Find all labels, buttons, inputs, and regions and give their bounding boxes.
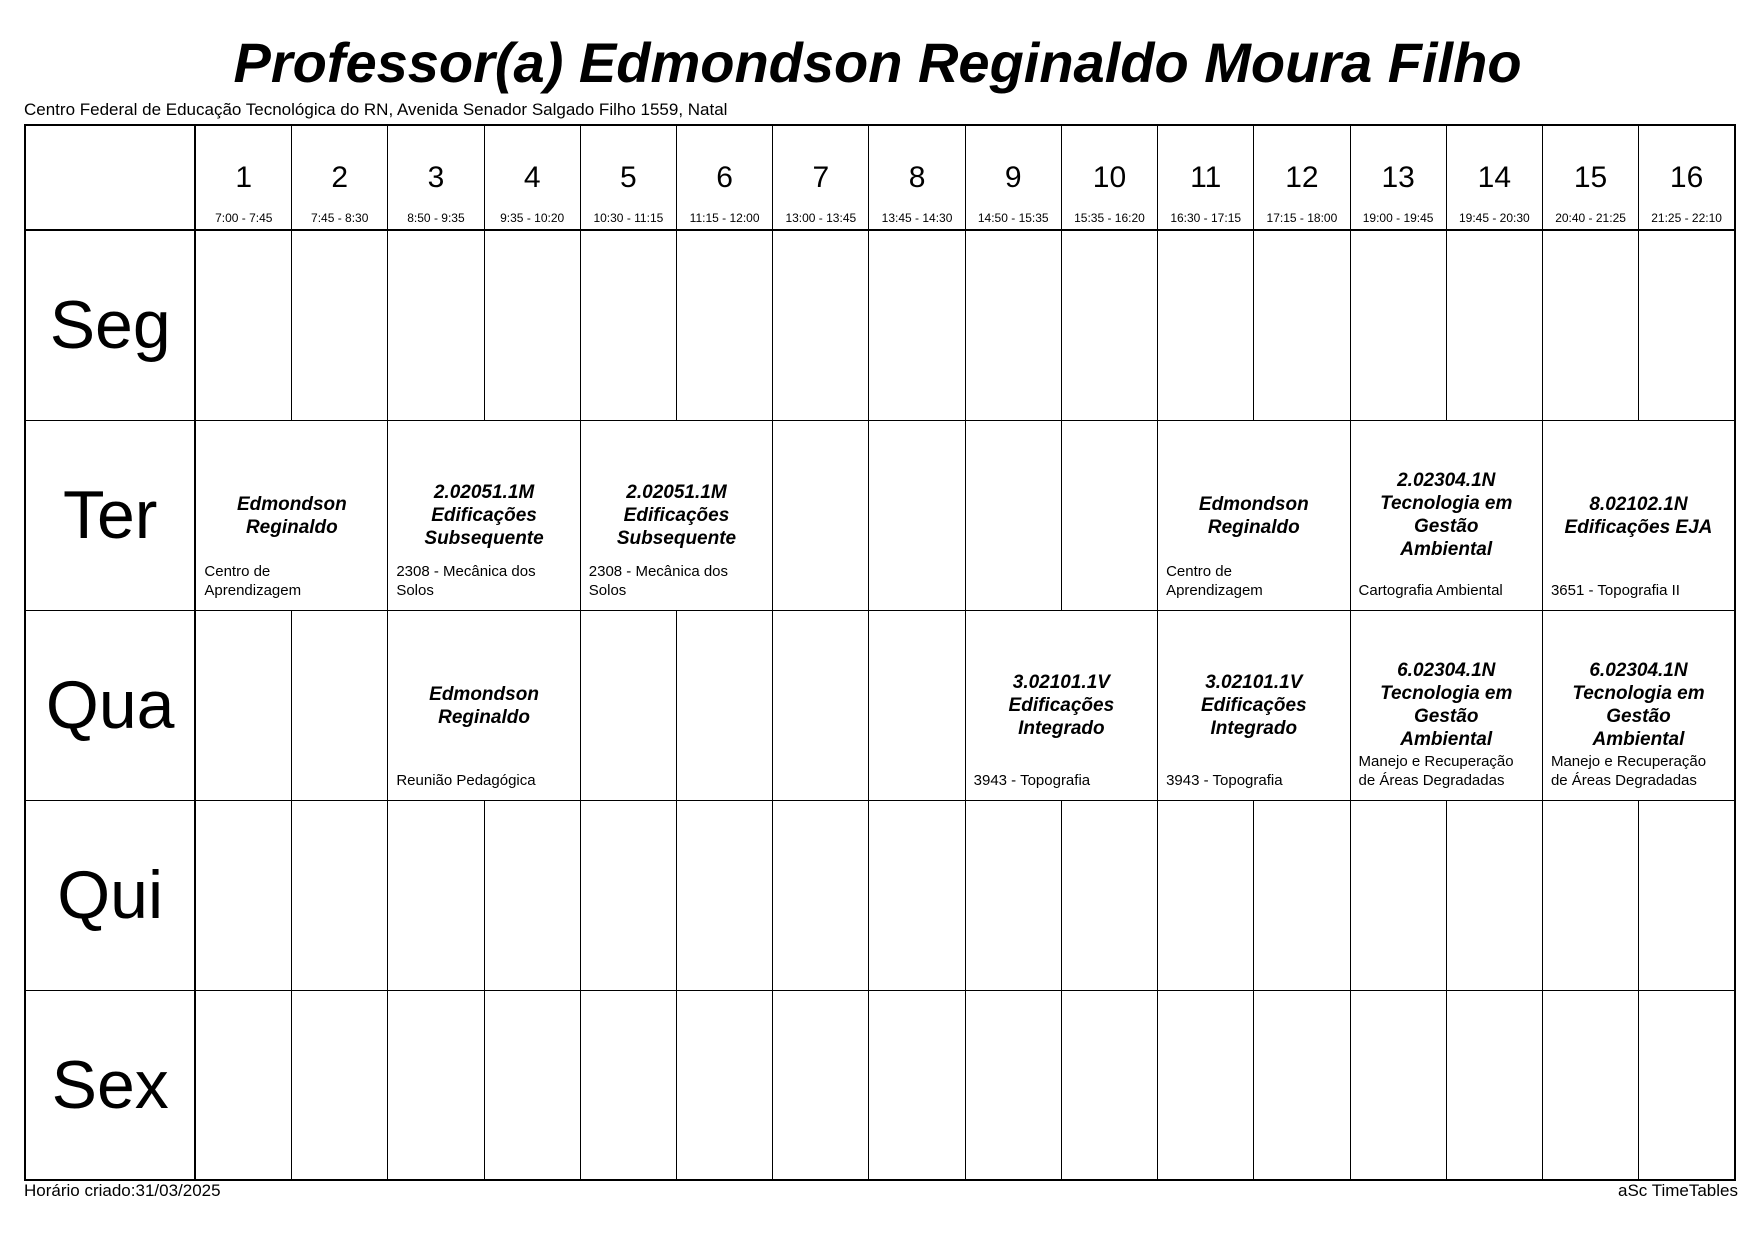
empty-slot bbox=[965, 990, 1061, 1180]
lesson-room: Centro de Aprendizagem bbox=[1166, 562, 1263, 599]
empty-slot bbox=[1350, 230, 1446, 420]
empty-slot bbox=[869, 990, 965, 1180]
empty-slot bbox=[580, 610, 676, 800]
day-label: Seg bbox=[25, 230, 195, 420]
period-time: 10:30 - 11:15 bbox=[593, 211, 664, 225]
lesson-card bbox=[1350, 420, 1542, 610]
lesson-room: Manejo e Recuperação de Áreas Degradadas bbox=[1358, 752, 1514, 789]
lesson-title: 2.02051.1M Edificações Subsequente bbox=[424, 481, 544, 549]
empty-slot bbox=[773, 420, 869, 610]
empty-slot bbox=[292, 610, 388, 800]
period-time: 8:50 - 9:35 bbox=[407, 211, 465, 225]
empty-slot bbox=[195, 800, 291, 990]
period-number: 15 bbox=[1573, 161, 1608, 194]
empty-slot bbox=[195, 230, 291, 420]
empty-slot bbox=[869, 420, 965, 610]
empty-slot bbox=[195, 990, 291, 1180]
empty-slot bbox=[580, 990, 676, 1180]
empty-slot bbox=[1446, 800, 1542, 990]
header-row bbox=[25, 125, 1735, 230]
lesson-card bbox=[388, 420, 580, 610]
period-time: 11:15 - 12:00 bbox=[689, 211, 760, 225]
empty-slot bbox=[965, 800, 1061, 990]
empty-slot bbox=[773, 610, 869, 800]
period-time: 17:15 - 18:00 bbox=[1266, 211, 1338, 225]
empty-slot bbox=[388, 800, 484, 990]
empty-slot bbox=[1446, 230, 1542, 420]
empty-slot bbox=[484, 800, 580, 990]
empty-slot bbox=[388, 990, 484, 1180]
period-header-4 bbox=[484, 125, 580, 230]
day-label: Sex bbox=[25, 990, 195, 1180]
period-time: 19:45 - 20:30 bbox=[1458, 211, 1530, 225]
empty-slot bbox=[965, 420, 1061, 610]
period-number: 4 bbox=[523, 161, 541, 194]
timetable-grid bbox=[24, 124, 1736, 1181]
empty-slot bbox=[388, 230, 484, 420]
period-header-2 bbox=[292, 125, 388, 230]
period-number: 7 bbox=[812, 161, 830, 194]
empty-slot bbox=[676, 610, 772, 800]
period-time: 20:40 - 21:25 bbox=[1555, 211, 1626, 225]
empty-slot bbox=[1639, 800, 1735, 990]
empty-slot bbox=[869, 230, 965, 420]
period-time: 14:50 - 15:35 bbox=[977, 211, 1049, 225]
day-row-sex bbox=[25, 990, 1735, 1180]
lesson-room: 3943 - Topografia bbox=[973, 771, 1091, 789]
lesson-title: 6.02304.1N Tecnologia em Gestão Ambiental bbox=[1380, 659, 1513, 750]
empty-slot bbox=[292, 990, 388, 1180]
period-time: 7:45 - 8:30 bbox=[311, 211, 369, 225]
period-header-7 bbox=[773, 125, 869, 230]
period-time: 16:30 - 17:15 bbox=[1170, 211, 1242, 225]
day-label: Qui bbox=[25, 800, 195, 990]
empty-slot bbox=[676, 800, 772, 990]
school-address: Centro Federal de Educação Tecnológica do RN, Avenida Senador Salgado Filho 1559, Natal bbox=[24, 100, 728, 119]
corner-cell bbox=[25, 125, 195, 230]
period-number: 2 bbox=[331, 161, 349, 194]
lesson-title: 2.02304.1N Tecnologia em Gestão Ambiental bbox=[1380, 469, 1513, 560]
lesson-title: 8.02102.1N Edificações EJA bbox=[1564, 493, 1713, 538]
lesson-room: Cartografia Ambiental bbox=[1358, 581, 1503, 599]
period-header-15 bbox=[1542, 125, 1638, 230]
lesson-room: 2308 - Mecânica dos Solos bbox=[396, 562, 536, 599]
empty-slot bbox=[676, 990, 772, 1180]
period-header-11 bbox=[1158, 125, 1254, 230]
day-row-seg bbox=[25, 230, 1735, 420]
empty-slot bbox=[1254, 990, 1350, 1180]
lesson-room: 3651 - Topografia II bbox=[1550, 581, 1680, 599]
period-number: 12 bbox=[1285, 161, 1319, 194]
period-time: 21:25 - 22:10 bbox=[1651, 211, 1722, 225]
period-time: 15:35 - 16:20 bbox=[1074, 211, 1145, 225]
empty-slot bbox=[1639, 990, 1735, 1180]
period-header-8 bbox=[869, 125, 965, 230]
empty-slot bbox=[1350, 990, 1446, 1180]
day-label: Qua bbox=[25, 610, 195, 800]
empty-slot bbox=[1542, 800, 1638, 990]
period-number: 11 bbox=[1190, 161, 1222, 194]
lesson-card bbox=[1542, 610, 1735, 800]
period-number: 5 bbox=[620, 161, 637, 194]
lesson-room: 3943 - Topografia bbox=[1166, 771, 1283, 789]
lesson-card bbox=[965, 610, 1157, 800]
empty-slot bbox=[1639, 230, 1735, 420]
lesson-title: Edmondson Reginaldo bbox=[1198, 493, 1309, 538]
period-header-12 bbox=[1254, 125, 1350, 230]
empty-slot bbox=[1061, 990, 1157, 1180]
empty-slot bbox=[1061, 420, 1157, 610]
day-label: Ter bbox=[25, 420, 195, 610]
period-header-14 bbox=[1446, 125, 1542, 230]
empty-slot bbox=[869, 800, 965, 990]
day-row-qui bbox=[25, 800, 1735, 990]
lesson-title: 6.02304.1N Tecnologia em Gestão Ambiental bbox=[1572, 659, 1705, 750]
lesson-card bbox=[1158, 420, 1350, 610]
day-row-qua bbox=[25, 610, 1735, 800]
period-time: 7:00 - 7:45 bbox=[215, 211, 273, 225]
period-header-3 bbox=[388, 125, 484, 230]
period-header-16 bbox=[1639, 125, 1735, 230]
day-row-ter bbox=[25, 420, 1735, 610]
lesson-card bbox=[195, 420, 387, 610]
period-time: 9:35 - 10:20 bbox=[500, 211, 565, 225]
empty-slot bbox=[965, 230, 1061, 420]
lesson-title: Edmondson Reginaldo bbox=[429, 683, 539, 728]
lesson-room: Manejo e Recuperação de Áreas Degradadas bbox=[1550, 752, 1707, 789]
empty-slot bbox=[484, 990, 580, 1180]
empty-slot bbox=[869, 610, 965, 800]
empty-slot bbox=[195, 610, 291, 800]
period-number: 16 bbox=[1669, 161, 1704, 194]
empty-slot bbox=[1158, 230, 1254, 420]
generator-brand: aSc TimeTables bbox=[1618, 1181, 1738, 1200]
period-header-10 bbox=[1061, 125, 1157, 230]
empty-slot bbox=[773, 230, 869, 420]
lesson-title: 3.02101.1V Edificações Integrado bbox=[1008, 671, 1115, 739]
period-number: 6 bbox=[716, 161, 733, 194]
lesson-card bbox=[1542, 420, 1735, 610]
empty-slot bbox=[1061, 800, 1157, 990]
period-number: 9 bbox=[1004, 161, 1022, 194]
period-number: 13 bbox=[1381, 161, 1415, 194]
period-number: 8 bbox=[908, 161, 926, 194]
empty-slot bbox=[580, 800, 676, 990]
empty-slot bbox=[292, 800, 388, 990]
empty-slot bbox=[773, 990, 869, 1180]
empty-slot bbox=[1061, 230, 1157, 420]
period-time: 13:45 - 14:30 bbox=[881, 211, 953, 225]
lesson-title: 3.02101.1V Edificações Integrado bbox=[1200, 671, 1307, 739]
empty-slot bbox=[484, 230, 580, 420]
lesson-title: Edmondson Reginaldo bbox=[236, 493, 347, 538]
lesson-room: 2308 - Mecânica dos Solos bbox=[588, 562, 729, 599]
lesson-card bbox=[388, 610, 580, 800]
period-number: 10 bbox=[1092, 161, 1127, 194]
lesson-room: Centro de Aprendizagem bbox=[204, 562, 302, 599]
created-date: Horário criado:31/03/2025 bbox=[24, 1181, 221, 1200]
empty-slot bbox=[1158, 990, 1254, 1180]
empty-slot bbox=[1158, 800, 1254, 990]
empty-slot bbox=[292, 230, 388, 420]
period-header-9 bbox=[965, 125, 1061, 230]
empty-slot bbox=[1542, 990, 1638, 1180]
period-header-1 bbox=[195, 125, 291, 230]
period-header-6 bbox=[676, 125, 772, 230]
period-time: 13:00 - 13:45 bbox=[785, 211, 857, 225]
period-number: 14 bbox=[1477, 161, 1512, 194]
period-time: 19:00 - 19:45 bbox=[1362, 211, 1434, 225]
empty-slot bbox=[1254, 800, 1350, 990]
empty-slot bbox=[1350, 800, 1446, 990]
period-number: 3 bbox=[427, 161, 445, 194]
page-title: Professor(a) Edmondson Reginaldo Moura Filho bbox=[233, 31, 1522, 94]
empty-slot bbox=[676, 230, 772, 420]
empty-slot bbox=[773, 800, 869, 990]
empty-slot bbox=[1254, 230, 1350, 420]
period-number: 1 bbox=[235, 161, 253, 194]
empty-slot bbox=[580, 230, 676, 420]
period-header-13 bbox=[1350, 125, 1446, 230]
lesson-room: Reunião Pedagógica bbox=[396, 771, 536, 789]
lesson-title: 2.02051.1M Edificações Subsequente bbox=[616, 481, 737, 549]
lesson-card bbox=[1158, 610, 1350, 800]
period-header-5 bbox=[580, 125, 676, 230]
empty-slot bbox=[1446, 990, 1542, 1180]
lesson-card bbox=[580, 420, 772, 610]
lesson-card bbox=[1350, 610, 1542, 800]
empty-slot bbox=[1542, 230, 1638, 420]
